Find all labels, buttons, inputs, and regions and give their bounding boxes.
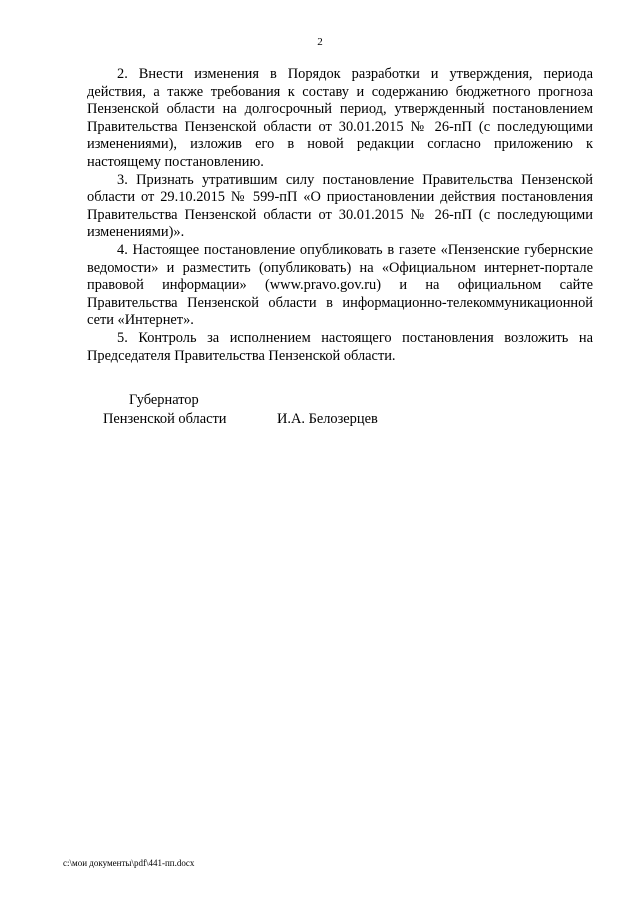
document-body [87, 66, 593, 365]
signatory-title-line2: Пензенской области [103, 411, 227, 427]
footer-file-path: c:\мои документы\pdf\441-пп.docx [63, 858, 195, 868]
page-number: 2 [317, 36, 323, 48]
signatory-name: И.А. Белозерцев [277, 411, 378, 427]
paragraph-3: 3. Признать утратившим силу постановление Правительства Пензенской области от 29.10.2015 № 599-пП «О приостановлении действия постановления Правительства Пензенской области от 30.01.2015 № 26-пП (с последующими изменениями)». [87, 171, 593, 241]
paragraph-2: 2. Внести изменения в Порядок разработки и утверждения, периода действия, а также требования к составу и содержанию бюджетного прогноза Пензенской области на долгосрочный период, утвержденный постановлением Правительства Пензенской области от 30.01.2015 № 26-пП (с последующими изменениями), изложив его в новой редакции согласно приложению к настоящему постановлению. [87, 66, 593, 170]
paragraph-5: 5. Контроль за исполнением настоящего постановления возложить на Председателя Правительства Пензенской области. [87, 329, 593, 364]
paragraph-4: 4. Настоящее постановление опубликовать в газете «Пензенские губернские ведомости» и разместить (опубликовать) на «Официальном интернет-портале правовой информации» (www.pravo.gov.ru) и на официальном сайте Правительства Пензенской области в информационно-телекоммуникационной сети «Интернет». [87, 241, 593, 329]
signatory-title-line1: Губернатор [129, 392, 199, 408]
